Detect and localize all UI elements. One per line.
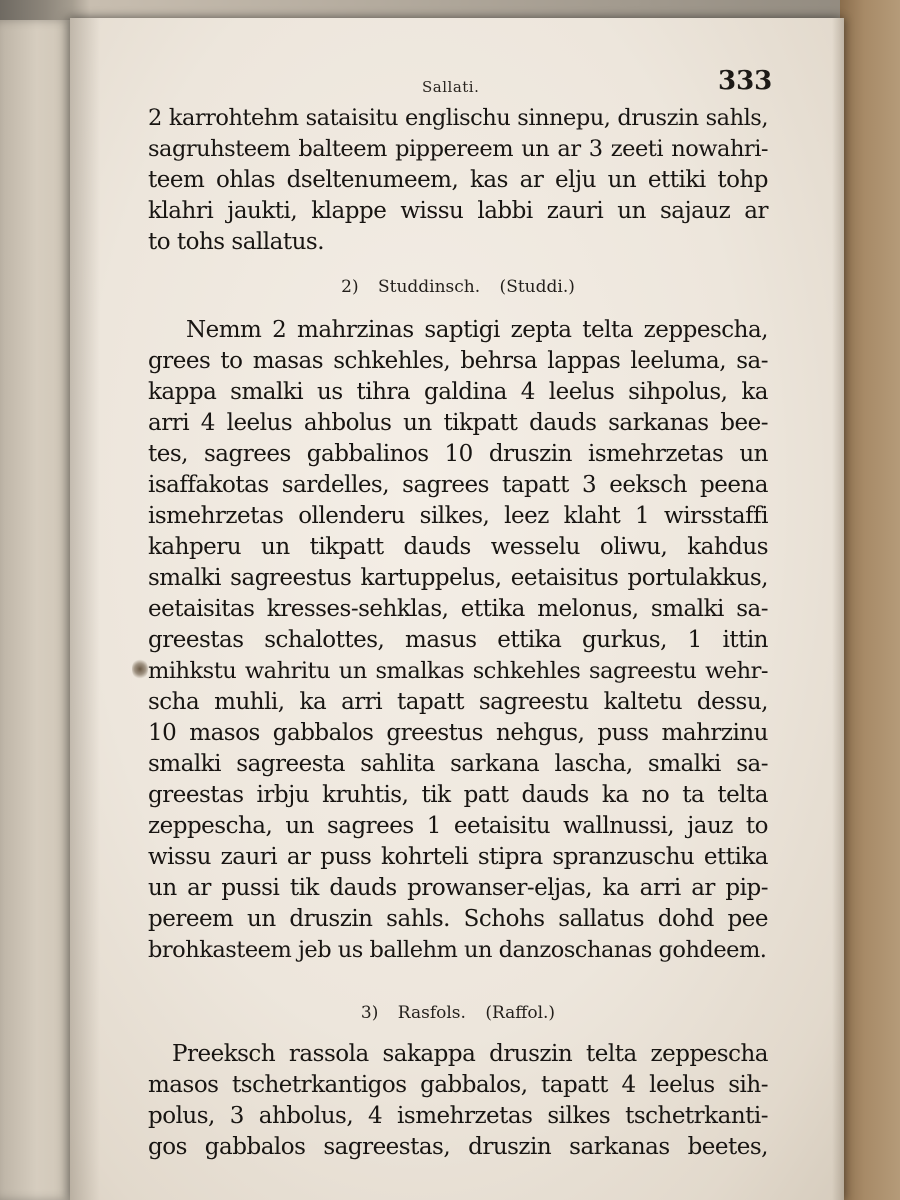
text-line: ismehrzetas ollenderu silkes, leez klaht 1 wirsstaffi bbox=[148, 503, 768, 529]
text-line: tes, sagrees gabbalinos 10 druszin ismehrzetas un bbox=[148, 441, 768, 467]
text-line: brohkasteem jeb us ballehm un danzoschanas gohdeem. bbox=[148, 937, 767, 963]
paragraph-3 bbox=[148, 1039, 768, 1163]
text-line: klahri jaukti, klappe wissu labbi zauri un sajauz ar bbox=[148, 198, 768, 224]
text-line: arri 4 leelus ahbolus un tikpatt dauds sarkanas bee- bbox=[148, 410, 768, 436]
page-stain bbox=[132, 658, 148, 680]
text-line: 10 masos gabbalos greestus nehgus, puss mahrzinu bbox=[148, 720, 768, 746]
book-cover-edge bbox=[840, 0, 900, 1200]
text-line: greestas schalottes, masus ettika gurkus, 1 ittin bbox=[148, 627, 768, 653]
paragraph-1 bbox=[148, 103, 768, 258]
text-line: scha muhli, ka arri tapatt sagreestu kaltetu dessu, bbox=[148, 689, 768, 715]
page-header bbox=[148, 60, 773, 100]
text-line: pereem un druszin sahls. Schohs sallatus dohd pee bbox=[148, 906, 768, 932]
paragraph-2 bbox=[148, 315, 768, 966]
text-line: polus, 3 ahbolus, 4 ismehrzetas silkes tschetrkanti- bbox=[148, 1103, 768, 1129]
text-line: isaffakotas sardelles, sagrees tapatt 3 eeksch peena bbox=[148, 472, 768, 498]
text-line: grees to masas schkehles, behrsa lappas leeluma, sa- bbox=[148, 348, 768, 374]
text-line: mihkstu wahritu un smalkas schkehles sagreestu wehr- bbox=[148, 658, 768, 684]
text-line: gos gabbalos sagreestas, druszin sarkanas beetes, bbox=[148, 1134, 768, 1160]
text-line: smalki sagreestus kartuppelus, eetaisitus portulakkus, bbox=[148, 565, 768, 591]
text-line: to tohs sallatus. bbox=[148, 229, 325, 255]
page-number: 333 bbox=[718, 66, 773, 96]
text-line: teem ohlas dseltenumeem, kas ar elju un ettiki tohp bbox=[148, 167, 768, 193]
text-line: masos tschetrkantigos gabbalos, tapatt 4 leelus sih- bbox=[148, 1072, 768, 1098]
text-line: sagruhsteem balteem pippereem un ar 3 zeeti nowahri- bbox=[148, 136, 768, 162]
running-head: Sallati. bbox=[422, 78, 480, 96]
page-text bbox=[148, 60, 773, 1163]
text-line: eetaisitas kresses-sehklas, ettika melonus, smalki sa- bbox=[148, 596, 768, 622]
text-line: wissu zauri ar puss kohrteli stipra spranzuschu ettika bbox=[148, 844, 768, 870]
text-line: greestas irbju kruhtis, tik patt dauds ka no ta telta bbox=[148, 782, 768, 808]
text-line: kappa smalki us tihra galdina 4 leelus sihpolus, ka bbox=[148, 379, 768, 405]
text-line: kahperu un tikpatt dauds wesselu oliwu, kahdus bbox=[148, 534, 768, 560]
text-line: Nemm 2 mahrzinas saptigi zepta telta zeppescha, bbox=[186, 317, 768, 343]
text-line: Preeksch rassola sakappa druszin telta zeppescha bbox=[172, 1041, 768, 1067]
text-line: smalki sagreesta sahlita sarkana lascha, smalki sa- bbox=[148, 751, 768, 777]
text-line: un ar pussi tik dauds prowanser-eljas, ka arri ar pip- bbox=[148, 875, 768, 901]
text-line: zeppescha, un sagrees 1 eetaisitu wallnussi, jauz to bbox=[148, 813, 768, 839]
text-line: 2 karrohtehm sataisitu englischu sinnepu, druszin sahls, bbox=[148, 105, 768, 131]
section-heading-3: 3) Rasfols. (Raffol.) bbox=[360, 1003, 556, 1023]
section-heading-2: 2) Studdinsch. (Studdi.) bbox=[341, 277, 575, 297]
